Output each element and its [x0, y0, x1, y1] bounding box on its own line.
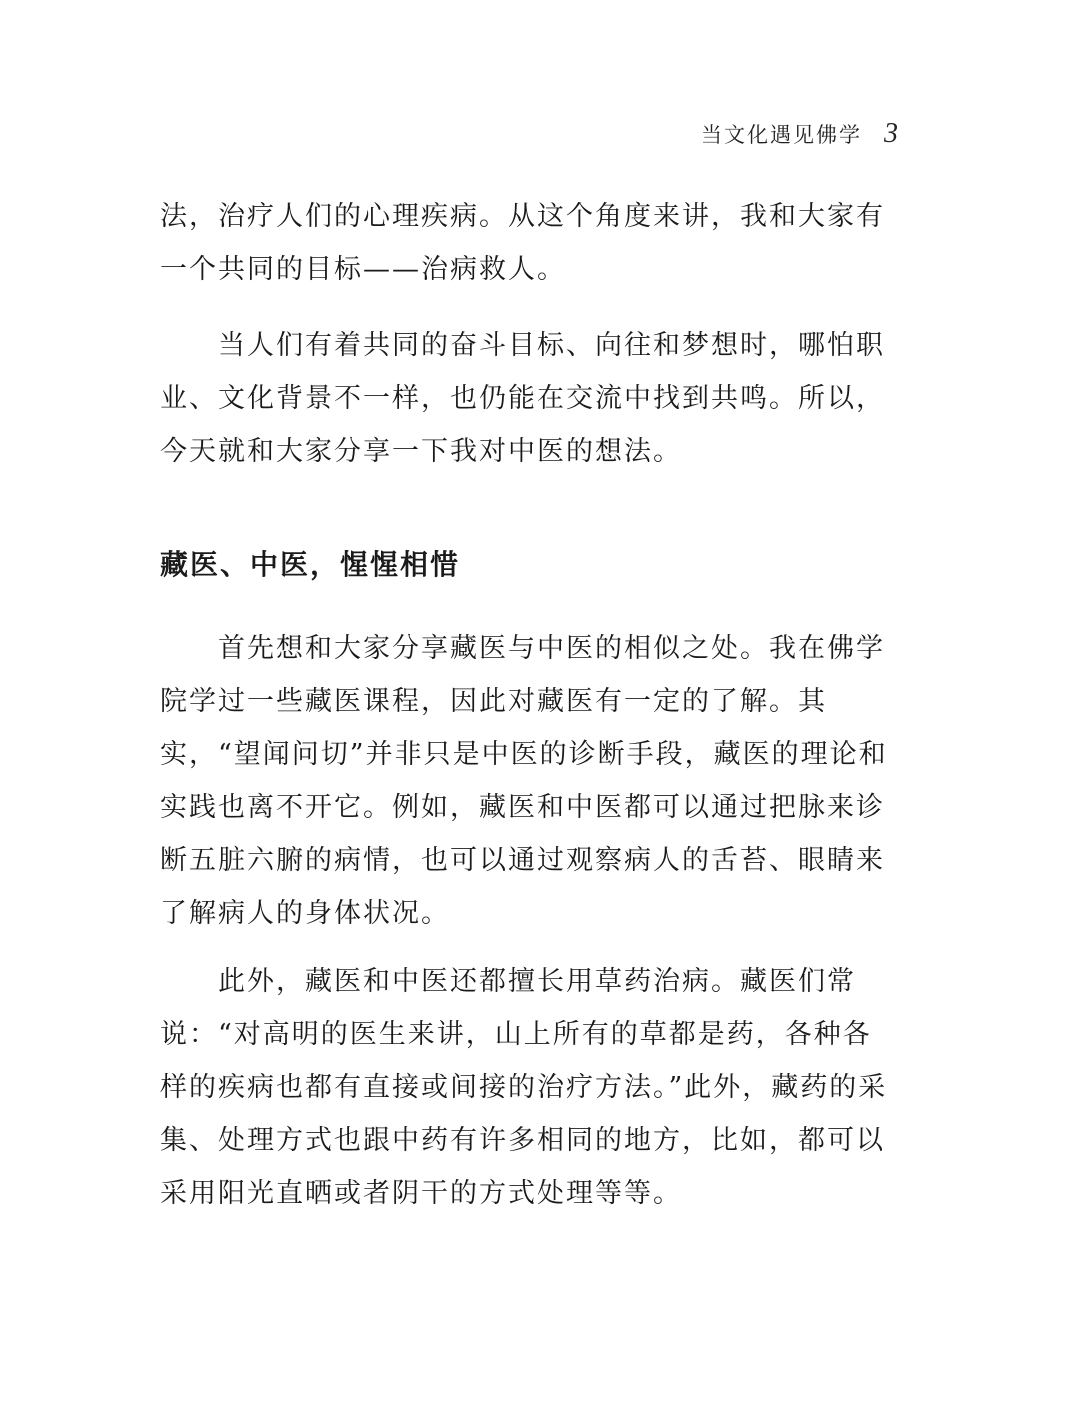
- running-title: 当文化遇见佛学: [701, 123, 862, 147]
- running-header: [701, 118, 898, 150]
- section-heading: 藏医、中医，惺惺相惜: [160, 548, 461, 581]
- paragraph-continued: 法，治疗人们的心理疾病。从这个角度来讲，我和大家有一个共同的目标——治病救人。: [160, 201, 885, 285]
- paragraph: 当人们有着共同的奋斗目标、向往和梦想时，哪怕职业、文化背景不一样，也仍能在交流中找到共鸣。所以，今天就和大家分享一下我对中医的想法。: [160, 330, 885, 467]
- page-number: 3: [884, 118, 898, 149]
- section-paragraph: 首先想和大家分享藏医与中医的相似之处。我在佛学院学过一些藏医课程，因此对藏医有一定的了解。其实，“望闻问切”并非只是中医的诊断手段，藏医的理论和实践也离不开它。例如，藏医和中医都可以通过把脉来诊断五脏六腑的病情，也可以通过观察病人的舌苔、眼睛来了解病人的身体状况。: [160, 633, 888, 929]
- section-paragraph: 此外，藏医和中医还都擅长用草药治病。藏医们常说：“对高明的医生来讲，山上所有的草都是药，各种各样的疾病也都有直接或间接的治疗方法。”此外，藏药的采集、处理方式也跟中药有许多相同的地方，比如，都可以采用阳光直晒或者阴干的方式处理等等。: [160, 966, 888, 1209]
